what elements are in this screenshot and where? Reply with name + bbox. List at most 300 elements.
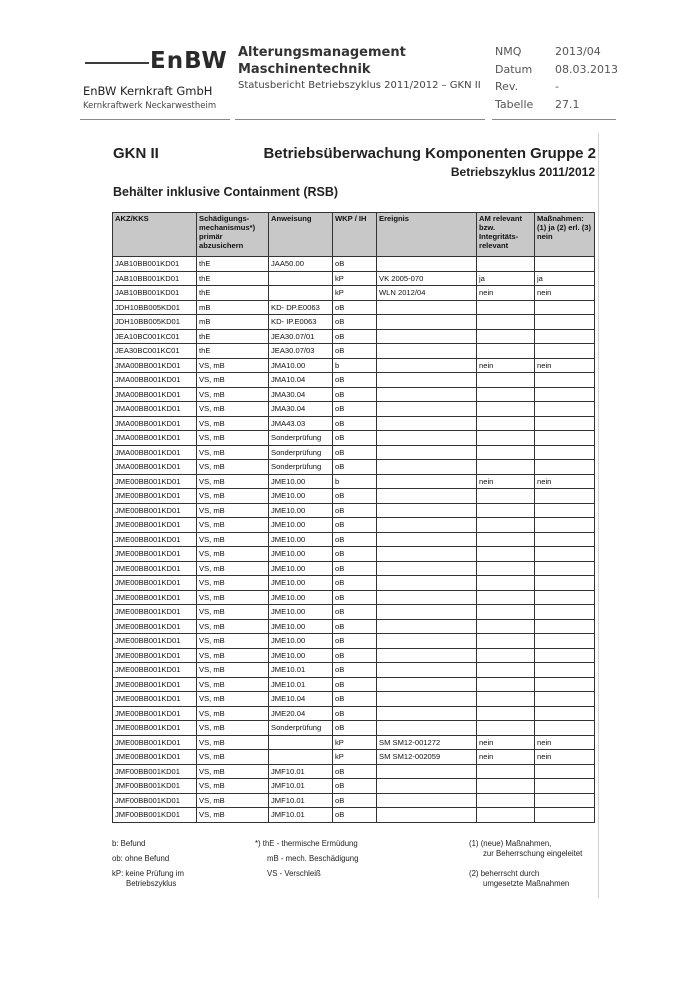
cell-measures [535, 387, 595, 402]
cell-am-relevant [477, 489, 535, 504]
cell-event [377, 764, 477, 779]
cell-event [377, 532, 477, 547]
cell-instruction: JEA30.07/03 [269, 344, 333, 359]
table-row [113, 315, 595, 330]
table-row [113, 445, 595, 460]
cell-am-relevant [477, 460, 535, 475]
cell-mechanism: VS, mB [197, 634, 269, 649]
cell-wkp-ih: oB [333, 634, 377, 649]
cell-akz-kks: JDH10BB005KD01 [113, 315, 197, 330]
cell-instruction: JMA43.03 [269, 416, 333, 431]
cell-measures [535, 779, 595, 794]
cell-am-relevant: ja [477, 271, 535, 286]
cell-instruction: Sonderprüfung [269, 431, 333, 446]
header-mechanism: Schädigungs-mechanismus*) primär abzusichern [197, 213, 269, 257]
table-row [113, 329, 595, 344]
cell-wkp-ih: oB [333, 779, 377, 794]
cell-mechanism: VS, mB [197, 532, 269, 547]
table-row [113, 706, 595, 721]
cell-akz-kks: JME00BB001KD01 [113, 619, 197, 634]
cell-event [377, 489, 477, 504]
cell-mechanism: mB [197, 315, 269, 330]
cell-instruction: JME10.04 [269, 692, 333, 707]
cell-event: WLN 2012/04 [377, 286, 477, 301]
table-row [113, 518, 595, 533]
cell-am-relevant [477, 605, 535, 620]
cell-measures [535, 590, 595, 605]
cell-event [377, 547, 477, 562]
cell-akz-kks: JME00BB001KD01 [113, 735, 197, 750]
cell-mechanism: VS, mB [197, 431, 269, 446]
legend-ob: ob: ohne Befund [112, 854, 170, 863]
cell-akz-kks: JME00BB001KD01 [113, 474, 197, 489]
cell-am-relevant [477, 503, 535, 518]
cell-mechanism: VS, mB [197, 358, 269, 373]
cell-instruction [269, 271, 333, 286]
cell-akz-kks: JMA00BB001KD01 [113, 460, 197, 475]
cell-measures [535, 373, 595, 388]
header-rule [492, 119, 616, 120]
table-row [113, 271, 595, 286]
cell-am-relevant: nein [477, 750, 535, 765]
cell-event [377, 358, 477, 373]
table-row [113, 373, 595, 388]
cell-instruction [269, 735, 333, 750]
cell-instruction: JME10.00 [269, 518, 333, 533]
cell-mechanism: thE [197, 271, 269, 286]
cell-instruction: JMF10.01 [269, 764, 333, 779]
cell-event [377, 257, 477, 272]
cell-measures [535, 605, 595, 620]
table-row [113, 793, 595, 808]
table-row [113, 503, 595, 518]
cell-measures: nein [535, 735, 595, 750]
cell-instruction: JME10.00 [269, 547, 333, 562]
cell-akz-kks: JME00BB001KD01 [113, 590, 197, 605]
meta-value: - [555, 80, 559, 93]
cell-akz-kks: JMA00BB001KD01 [113, 387, 197, 402]
cell-mechanism: VS, mB [197, 735, 269, 750]
cell-wkp-ih: oB [333, 547, 377, 562]
cell-akz-kks: JEA10BC001KC01 [113, 329, 197, 344]
table-row [113, 605, 595, 620]
cell-am-relevant [477, 402, 535, 417]
cell-event [377, 474, 477, 489]
cell-am-relevant [477, 416, 535, 431]
cell-wkp-ih: oB [333, 315, 377, 330]
cell-akz-kks: JME00BB001KD01 [113, 692, 197, 707]
letterhead [80, 40, 620, 122]
cell-akz-kks: JAB10BB001KD01 [113, 286, 197, 301]
cell-wkp-ih: kP [333, 750, 377, 765]
cell-instruction: JMF10.01 [269, 779, 333, 794]
cell-measures: nein [535, 750, 595, 765]
cell-wkp-ih: oB [333, 605, 377, 620]
table-row [113, 735, 595, 750]
cell-measures [535, 677, 595, 692]
cell-am-relevant [477, 648, 535, 663]
cell-measures [535, 808, 595, 823]
cell-instruction: JME10.00 [269, 474, 333, 489]
cell-mechanism: VS, mB [197, 605, 269, 620]
cell-am-relevant [477, 692, 535, 707]
cell-am-relevant [477, 300, 535, 315]
legend-measure-2-cont: umgesetzte Maßnahmen [483, 879, 570, 888]
table-row [113, 358, 595, 373]
cell-instruction: JMF10.01 [269, 808, 333, 823]
cell-am-relevant [477, 634, 535, 649]
cell-instruction: JMF10.01 [269, 793, 333, 808]
cell-akz-kks: JMF00BB001KD01 [113, 793, 197, 808]
table-row [113, 721, 595, 736]
cell-wkp-ih: kP [333, 271, 377, 286]
cell-measures [535, 793, 595, 808]
cell-event: SM SM12-001272 [377, 735, 477, 750]
cell-instruction: JME10.01 [269, 663, 333, 678]
cell-wkp-ih: oB [333, 576, 377, 591]
table-row [113, 590, 595, 605]
cell-mechanism: VS, mB [197, 445, 269, 460]
legend-b: b: Befund [112, 839, 146, 848]
cell-mechanism: VS, mB [197, 706, 269, 721]
cell-event [377, 387, 477, 402]
header-akz-kks: AKZ/KKS [113, 213, 197, 257]
cell-wkp-ih: oB [333, 300, 377, 315]
monitoring-table [112, 212, 595, 823]
cell-am-relevant [477, 721, 535, 736]
cell-wkp-ih: oB [333, 648, 377, 663]
cell-wkp-ih: oB [333, 532, 377, 547]
header-event: Ereignis [377, 213, 477, 257]
table-header-row [113, 213, 595, 257]
cell-akz-kks: JME00BB001KD01 [113, 489, 197, 504]
cell-measures [535, 619, 595, 634]
cell-akz-kks: JME00BB001KD01 [113, 561, 197, 576]
cell-event [377, 692, 477, 707]
cell-wkp-ih: oB [333, 431, 377, 446]
meta-label: Tabelle [495, 97, 534, 111]
cell-mechanism: VS, mB [197, 721, 269, 736]
cell-measures: nein [535, 474, 595, 489]
cell-akz-kks: JME00BB001KD01 [113, 663, 197, 678]
cell-am-relevant [477, 547, 535, 562]
table-row [113, 663, 595, 678]
cell-mechanism: VS, mB [197, 503, 269, 518]
cell-measures [535, 648, 595, 663]
cell-am-relevant [477, 706, 535, 721]
cell-mechanism: VS, mB [197, 460, 269, 475]
cell-measures [535, 329, 595, 344]
cell-wkp-ih: oB [333, 518, 377, 533]
table-row [113, 300, 595, 315]
cell-wkp-ih: oB [333, 677, 377, 692]
cell-instruction: JME10.00 [269, 489, 333, 504]
cell-wkp-ih: oB [333, 373, 377, 388]
cell-am-relevant [477, 445, 535, 460]
cell-wkp-ih: oB [333, 489, 377, 504]
meta-value: 08.03.2013 [555, 62, 618, 76]
cell-mechanism: VS, mB [197, 489, 269, 504]
cell-instruction: KD- IP.E0063 [269, 315, 333, 330]
cell-event [377, 590, 477, 605]
cell-measures [535, 532, 595, 547]
cell-event [377, 416, 477, 431]
cell-event [377, 460, 477, 475]
cell-instruction: JME10.00 [269, 648, 333, 663]
cell-wkp-ih: oB [333, 721, 377, 736]
cell-instruction: JME10.00 [269, 619, 333, 634]
company-name: EnBW Kernkraft GmbH [83, 84, 213, 98]
table-row [113, 648, 595, 663]
header-wkp-ih: WKP / IH [333, 213, 377, 257]
header-rule [235, 119, 485, 120]
cell-measures [535, 634, 595, 649]
cell-mechanism: VS, mB [197, 474, 269, 489]
cell-wkp-ih: oB [333, 619, 377, 634]
cell-wkp-ih: kP [333, 735, 377, 750]
cell-wkp-ih: oB [333, 416, 377, 431]
cell-event [377, 721, 477, 736]
cell-event [377, 402, 477, 417]
table-row [113, 779, 595, 794]
cell-event [377, 344, 477, 359]
cell-event [377, 706, 477, 721]
cell-akz-kks: JMA00BB001KD01 [113, 402, 197, 417]
cell-instruction: JME10.01 [269, 677, 333, 692]
cell-am-relevant: nein [477, 286, 535, 301]
cell-akz-kks: JME00BB001KD01 [113, 518, 197, 533]
cell-event [377, 605, 477, 620]
table-row [113, 416, 595, 431]
cell-event [377, 518, 477, 533]
cycle-subtitle: Betriebszyklus 2011/2012 [450, 165, 595, 179]
cell-akz-kks: JME00BB001KD01 [113, 677, 197, 692]
table-head [113, 213, 595, 257]
cell-instruction: JME10.00 [269, 590, 333, 605]
table-row [113, 431, 595, 446]
cell-measures: nein [535, 358, 595, 373]
cell-event [377, 561, 477, 576]
cell-measures [535, 257, 595, 272]
cell-mechanism: VS, mB [197, 677, 269, 692]
cell-akz-kks: JME00BB001KD01 [113, 547, 197, 562]
cell-am-relevant [477, 344, 535, 359]
cell-akz-kks: JMF00BB001KD01 [113, 764, 197, 779]
cell-wkp-ih: oB [333, 590, 377, 605]
cell-measures: nein [535, 286, 595, 301]
cell-measures [535, 692, 595, 707]
table-row [113, 677, 595, 692]
cell-measures [535, 706, 595, 721]
cell-mechanism: thE [197, 344, 269, 359]
meta-label: NMQ [495, 45, 522, 58]
table-row [113, 474, 595, 489]
cell-akz-kks: JME00BB001KD01 [113, 706, 197, 721]
cell-am-relevant [477, 315, 535, 330]
header-measures: Maßnahmen: (1) ja (2) erl. (3) nein [535, 213, 595, 257]
table-row [113, 619, 595, 634]
plant-code: GKN II [113, 145, 159, 162]
cell-mechanism: VS, mB [197, 750, 269, 765]
meta-value: 27.1 [555, 97, 580, 111]
enbw-logo: EnBW [150, 48, 228, 74]
cell-wkp-ih: oB [333, 387, 377, 402]
table-row [113, 402, 595, 417]
cell-mechanism: VS, mB [197, 692, 269, 707]
cell-wkp-ih: oB [333, 460, 377, 475]
table-row [113, 808, 595, 823]
cell-akz-kks: JMF00BB001KD01 [113, 779, 197, 794]
legend-mech-vs: VS - Verschleiß [267, 869, 321, 878]
legend-measure-1-cont: zur Beherrschung eingeleitet [483, 849, 583, 858]
legend-measure-1: (1) (neue) Maßnahmen, [469, 839, 552, 848]
legend-mech-mb: mB - mech. Beschädigung [267, 854, 359, 863]
cell-measures [535, 721, 595, 736]
cell-event [377, 445, 477, 460]
table-row [113, 257, 595, 272]
cell-akz-kks: JME00BB001KD01 [113, 634, 197, 649]
table-row [113, 692, 595, 707]
cell-measures [535, 576, 595, 591]
cell-event [377, 329, 477, 344]
cell-akz-kks: JAB10BB001KD01 [113, 271, 197, 286]
cell-measures [535, 518, 595, 533]
table-row [113, 634, 595, 649]
cell-wkp-ih: oB [333, 793, 377, 808]
meta-row-datum [495, 63, 625, 81]
meta-row-tabelle [495, 98, 625, 116]
cell-event [377, 503, 477, 518]
cell-akz-kks: JMA00BB001KD01 [113, 358, 197, 373]
cell-am-relevant [477, 518, 535, 533]
cell-event [377, 315, 477, 330]
header-am-relevant: AM relevant bzw. Integritäts-relevant [477, 213, 535, 257]
table-row [113, 561, 595, 576]
cell-wkp-ih: oB [333, 808, 377, 823]
cell-event: SM SM12-002059 [377, 750, 477, 765]
cell-mechanism: VS, mB [197, 561, 269, 576]
cell-wkp-ih: oB [333, 503, 377, 518]
cell-measures [535, 315, 595, 330]
cell-mechanism: VS, mB [197, 547, 269, 562]
cell-akz-kks: JMF00BB001KD01 [113, 808, 197, 823]
doc-title-line1: Alterungsmanagement [238, 45, 406, 60]
cell-measures [535, 300, 595, 315]
cell-instruction: JME10.00 [269, 503, 333, 518]
cell-am-relevant: nein [477, 735, 535, 750]
cell-instruction [269, 286, 333, 301]
cell-wkp-ih: oB [333, 445, 377, 460]
cell-wkp-ih: oB [333, 561, 377, 576]
cell-akz-kks: JME00BB001KD01 [113, 532, 197, 547]
cell-mechanism: VS, mB [197, 648, 269, 663]
table-row [113, 344, 595, 359]
cell-am-relevant [477, 561, 535, 576]
cell-mechanism: VS, mB [197, 373, 269, 388]
cell-akz-kks: JME00BB001KD01 [113, 605, 197, 620]
table-row [113, 286, 595, 301]
table-row [113, 489, 595, 504]
cell-am-relevant [477, 779, 535, 794]
cell-am-relevant [477, 431, 535, 446]
cell-measures [535, 547, 595, 562]
cell-instruction: JME10.00 [269, 561, 333, 576]
cell-am-relevant [477, 793, 535, 808]
cell-event [377, 793, 477, 808]
cell-mechanism: thE [197, 257, 269, 272]
cell-am-relevant [477, 576, 535, 591]
cell-akz-kks: JEA30BC001KC01 [113, 344, 197, 359]
cell-mechanism: VS, mB [197, 590, 269, 605]
cell-instruction: JME10.00 [269, 532, 333, 547]
monitoring-table-wrap [112, 212, 594, 823]
cell-mechanism: VS, mB [197, 764, 269, 779]
cell-am-relevant [477, 619, 535, 634]
table-row [113, 547, 595, 562]
cell-instruction: JMA10.04 [269, 373, 333, 388]
cell-measures [535, 663, 595, 678]
cell-measures [535, 561, 595, 576]
legend-mech-the: *) thE - thermische Ermüdung [255, 839, 358, 848]
cell-akz-kks: JMA00BB001KD01 [113, 445, 197, 460]
cell-event [377, 576, 477, 591]
cell-wkp-ih: oB [333, 402, 377, 417]
header-instruction: Anweisung [269, 213, 333, 257]
cell-am-relevant: nein [477, 474, 535, 489]
cell-am-relevant [477, 590, 535, 605]
plant-name: Kernkraftwerk Neckarwestheim [83, 101, 217, 111]
cell-measures [535, 344, 595, 359]
cell-wkp-ih: b [333, 474, 377, 489]
doc-meta [495, 45, 625, 115]
cell-mechanism: VS, mB [197, 779, 269, 794]
cell-measures: ja [535, 271, 595, 286]
cell-instruction: Sonderprüfung [269, 721, 333, 736]
cell-wkp-ih: kP [333, 286, 377, 301]
cell-akz-kks: JME00BB001KD01 [113, 750, 197, 765]
cell-mechanism: mB [197, 300, 269, 315]
cell-mechanism: thE [197, 329, 269, 344]
table-row [113, 750, 595, 765]
cell-instruction: JMA10.00 [269, 358, 333, 373]
cell-event [377, 663, 477, 678]
table-row [113, 764, 595, 779]
page-title: Betriebsüberwachung Komponenten Gruppe 2 [263, 145, 596, 162]
cell-akz-kks: JDH10BB005KD01 [113, 300, 197, 315]
cell-instruction: KD- DP.E0063 [269, 300, 333, 315]
cell-measures [535, 460, 595, 475]
cell-measures [535, 503, 595, 518]
cell-am-relevant [477, 373, 535, 388]
cell-measures [535, 764, 595, 779]
table-row [113, 576, 595, 591]
legend-measure-2: (2) beherrscht durch [469, 869, 540, 878]
cell-am-relevant [477, 764, 535, 779]
cell-instruction: JMA30.04 [269, 387, 333, 402]
cell-akz-kks: JME00BB001KD01 [113, 721, 197, 736]
cell-wkp-ih: oB [333, 692, 377, 707]
margin-rule [598, 133, 599, 898]
table-body [113, 257, 595, 823]
cell-am-relevant [477, 532, 535, 547]
legend [112, 838, 602, 898]
doc-title-line2: Maschinentechnik [238, 62, 371, 77]
cell-instruction: JME10.00 [269, 634, 333, 649]
cell-event [377, 373, 477, 388]
legend-kp-cont: Betriebszyklus [126, 879, 177, 888]
logo-line [85, 62, 149, 64]
cell-akz-kks: JAB10BB001KD01 [113, 257, 197, 272]
